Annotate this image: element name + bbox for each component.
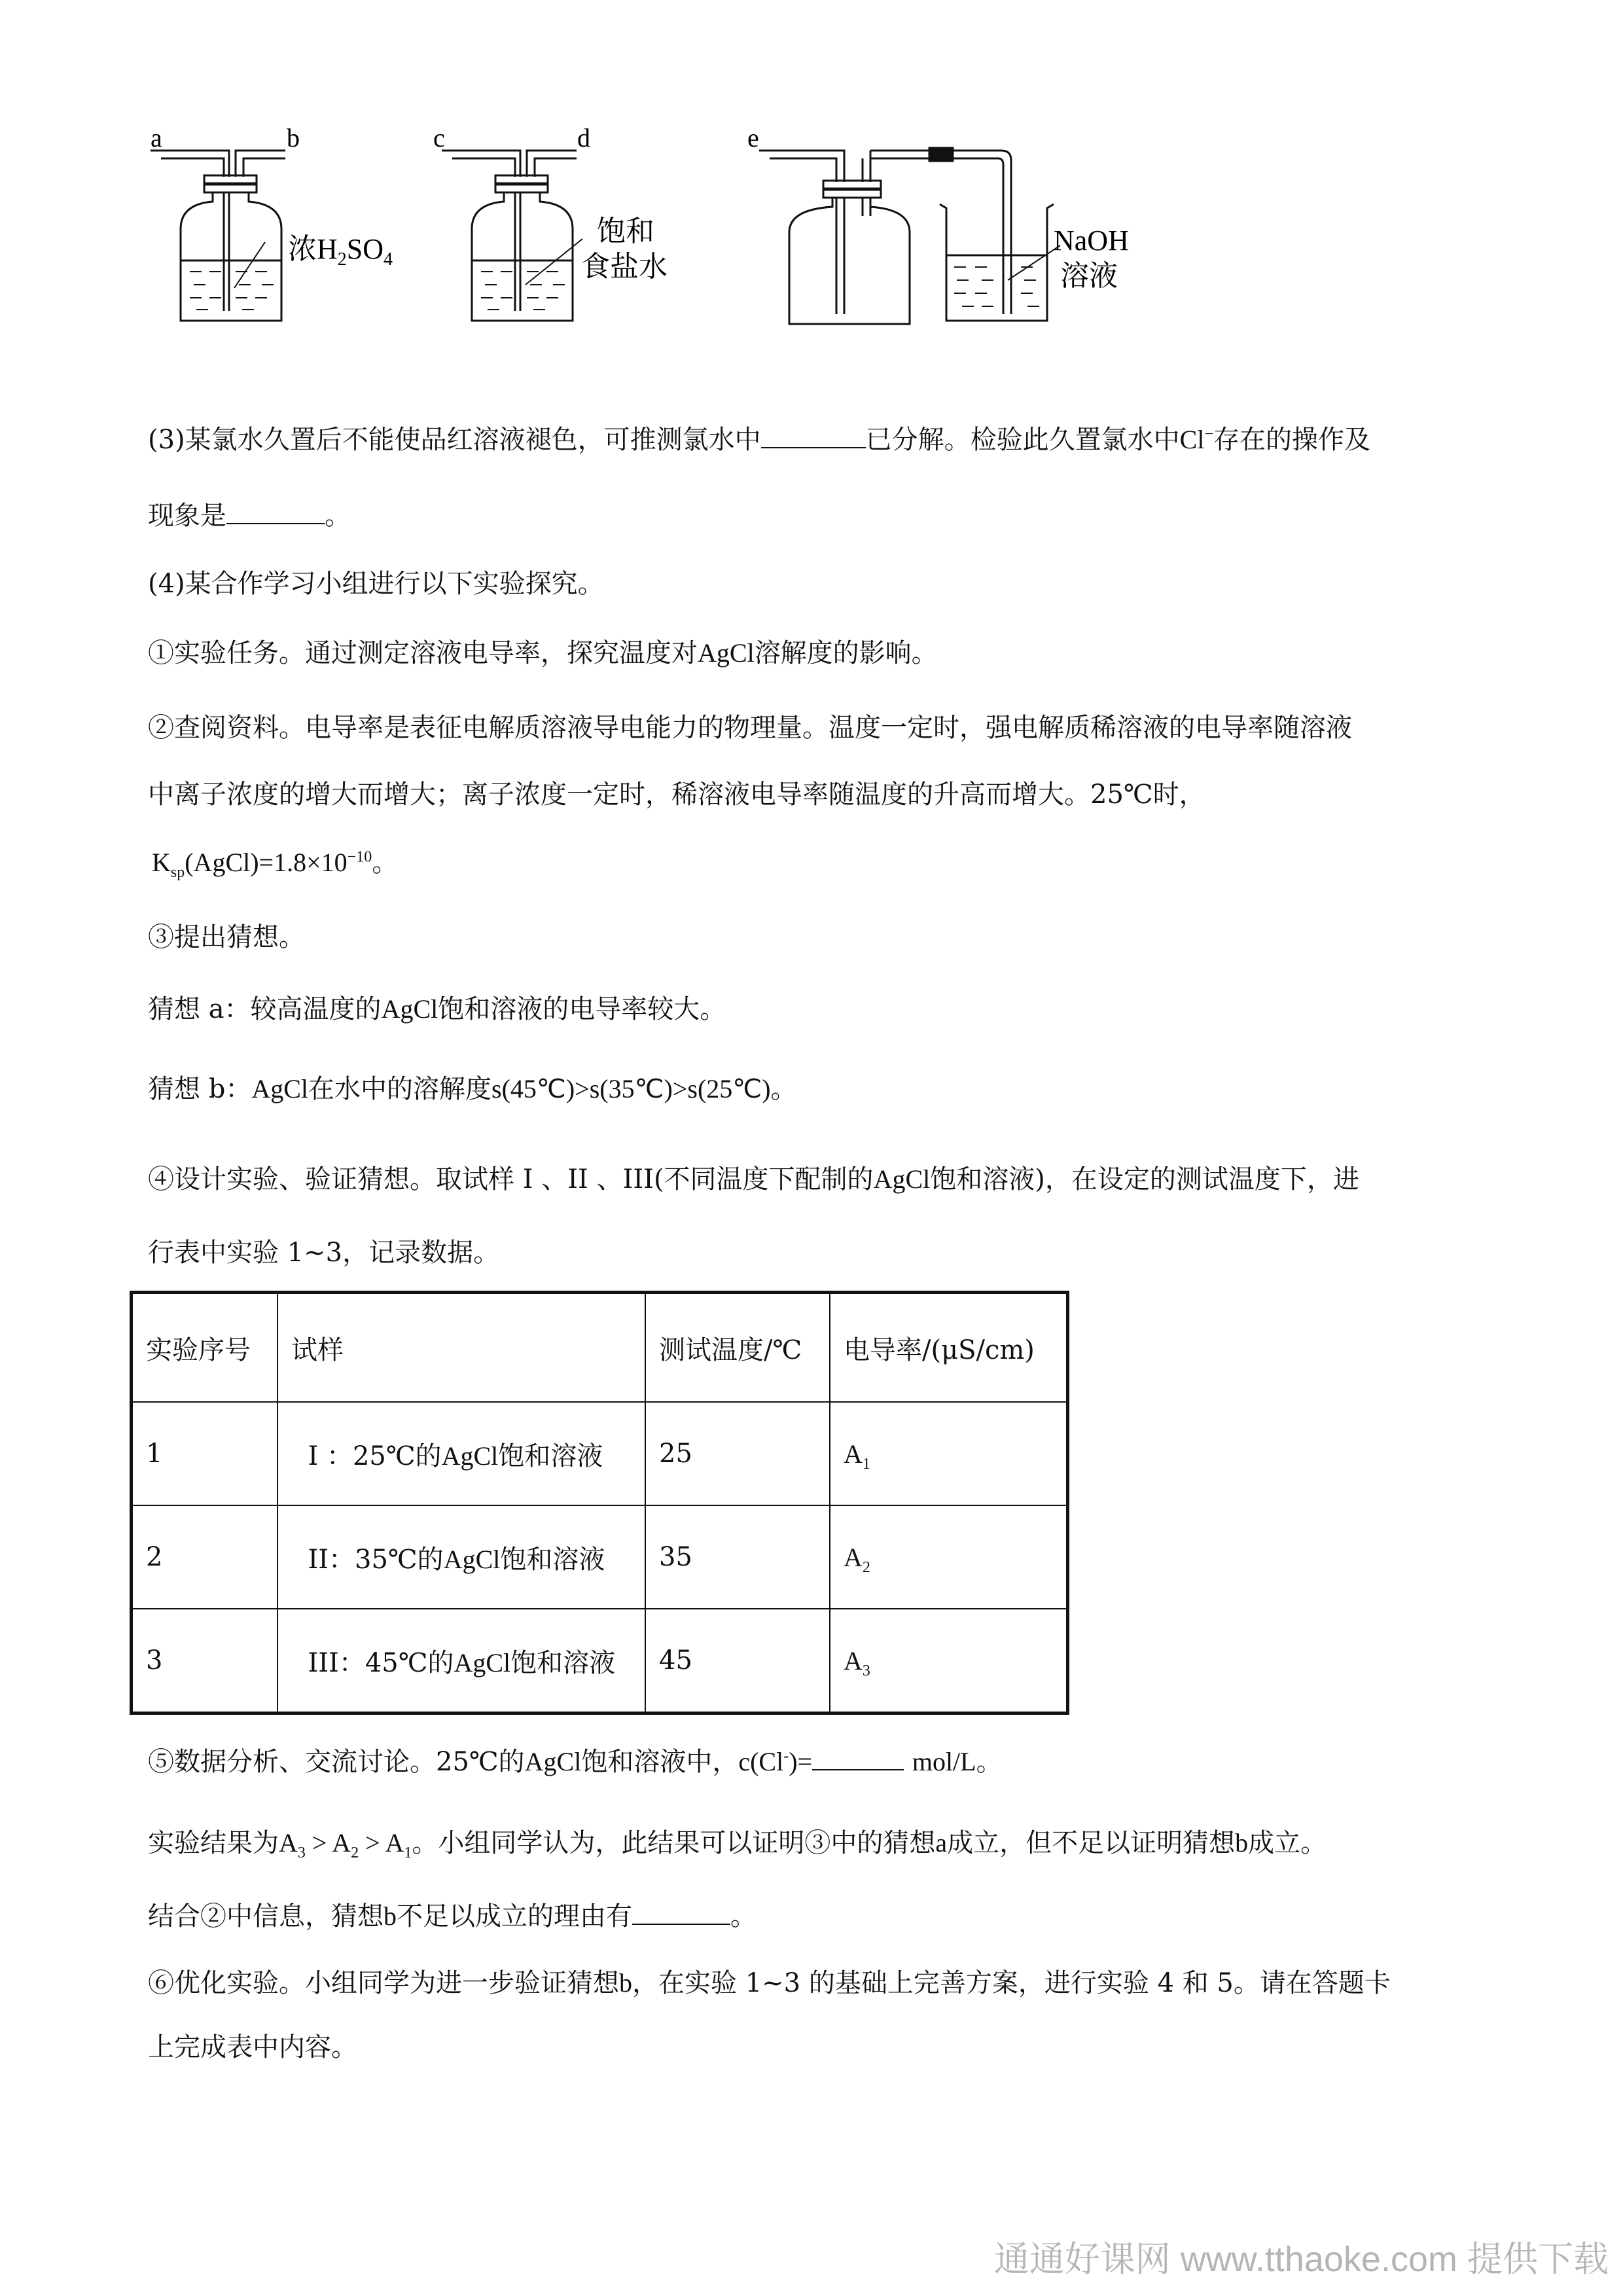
reagent-naoh-line1: NaOH <box>1054 224 1129 257</box>
table-cell: $A_3$ <box>830 1609 1068 1713</box>
q4-design-line2: 行表中实验 1~3，记录数据。 <box>148 1238 500 1268</box>
bottle-3 <box>759 148 1060 324</box>
tube-label-c: c <box>433 124 445 152</box>
guess-b: 猜想 b：AgCl在水中的溶解度s(45℃)>s(35℃)>s(25℃)。 <box>148 1074 797 1104</box>
watermark-footer: 通通好课网 www.tthaoke.com 提供下载 <box>993 2240 1609 2279</box>
q4-task: ①实验任务。通过测定溶液电导率，探究温度对AgCl溶解度的影响。 <box>148 638 938 668</box>
reagent-brine-line2: 食盐水 <box>581 251 668 283</box>
q3-line2: 现象是 。 <box>148 501 351 531</box>
answer-blank[interactable] <box>632 1900 730 1925</box>
table-cell: 2 <box>132 1505 278 1609</box>
q5-result: 实验结果为$A_3 > A_2 > A_1$。小组同学认为，此结果可以证明③中的猜想a成立，但不足以证明猜想b成立。 <box>148 1828 1327 1861</box>
table-header: 测试温度/℃ <box>645 1293 830 1403</box>
q4-guess-title: ③提出猜想。 <box>148 922 305 952</box>
table-header: 试样 <box>277 1293 645 1403</box>
q5-reason: 结合②中信息，猜想b不足以成立的理由有 。 <box>148 1901 757 1931</box>
reagent-naoh-line2: 溶液 <box>1060 260 1118 292</box>
ksp-expression: $K_{sp}(AgCl)=1.8\times 10^{-10}$。 <box>152 848 399 881</box>
table-cell: $A_2$ <box>830 1505 1068 1609</box>
q3-line1: (3)某氯水久置后不能使品红溶液褪色，可推测氯水中 已分解。检验此久置氯水中Cl−存在的操作及 <box>148 425 1371 455</box>
table-row <box>132 1505 1068 1609</box>
reagent-brine-line1: 饱和 <box>597 215 654 247</box>
answer-blank[interactable] <box>226 499 325 524</box>
tube-label-e: e <box>747 124 759 152</box>
table-cell: $A_1$ <box>830 1402 1068 1505</box>
table-row <box>132 1402 1068 1505</box>
table-cell: 3 <box>132 1609 278 1713</box>
tube-label-b: b <box>287 124 300 152</box>
table-header: 电导率/(μS/cm) <box>830 1293 1068 1403</box>
q4-info-line1: ②查阅资料。电导率是表征电解质溶液导电能力的物理量。温度一定时，强电解质稀溶液的电导率随溶液 <box>148 713 1352 743</box>
table-cell: 1 <box>132 1402 278 1505</box>
bottle-1 <box>151 151 285 321</box>
table-row <box>132 1609 1068 1713</box>
table-cell: 25 <box>645 1402 830 1505</box>
experiment-table <box>130 1291 1069 1715</box>
q5-analysis: ⑤数据分析、交流讨论。25℃的AgCl饱和溶液中，c(Cl-)= mol/L。 <box>148 1747 1003 1777</box>
q6-line2: 上完成表中内容。 <box>148 2032 357 2062</box>
table-cell: I ：25℃的AgCl饱和溶液 <box>277 1402 645 1505</box>
q4-design-line1: ④设计实验、验证猜想。取试样 I 、II 、III(不同温度下配制的AgCl饱和溶液)，在设定的测试温度下，进 <box>148 1164 1359 1194</box>
guess-a: 猜想 a：较高温度的AgCl饱和溶液的电导率较大。 <box>148 994 726 1024</box>
table-cell: 35 <box>645 1505 830 1609</box>
answer-blank[interactable] <box>812 1746 904 1770</box>
q4-intro: (4)某合作学习小组进行以下实验探究。 <box>148 569 604 599</box>
table-cell: III：45℃的AgCl饱和溶液 <box>277 1609 645 1713</box>
tube-label-d: d <box>577 124 590 152</box>
table-header-row <box>132 1293 1068 1403</box>
q6-line1: ⑥优化实验。小组同学为进一步验证猜想b，在实验 1~3 的基础上完善方案，进行实验 4 和 5。请在答题卡 <box>148 1968 1391 1998</box>
apparatus-diagram <box>131 124 1178 347</box>
table-header: 实验序号 <box>132 1293 278 1403</box>
table-cell: II：35℃的AgCl饱和溶液 <box>277 1505 645 1609</box>
answer-blank[interactable] <box>761 423 866 448</box>
tube-label-a: a <box>151 124 162 152</box>
table-cell: 45 <box>645 1609 830 1713</box>
reagent-h2so4: 浓$H_2SO_4$ <box>288 233 393 270</box>
chloride-ion: Cl− <box>1179 425 1214 454</box>
q4-info-line2: 中离子浓度的增大而增大；离子浓度一定时，稀溶液电导率随温度的升高而增大。25℃时， <box>148 780 1205 810</box>
bottle-2 <box>442 151 582 321</box>
